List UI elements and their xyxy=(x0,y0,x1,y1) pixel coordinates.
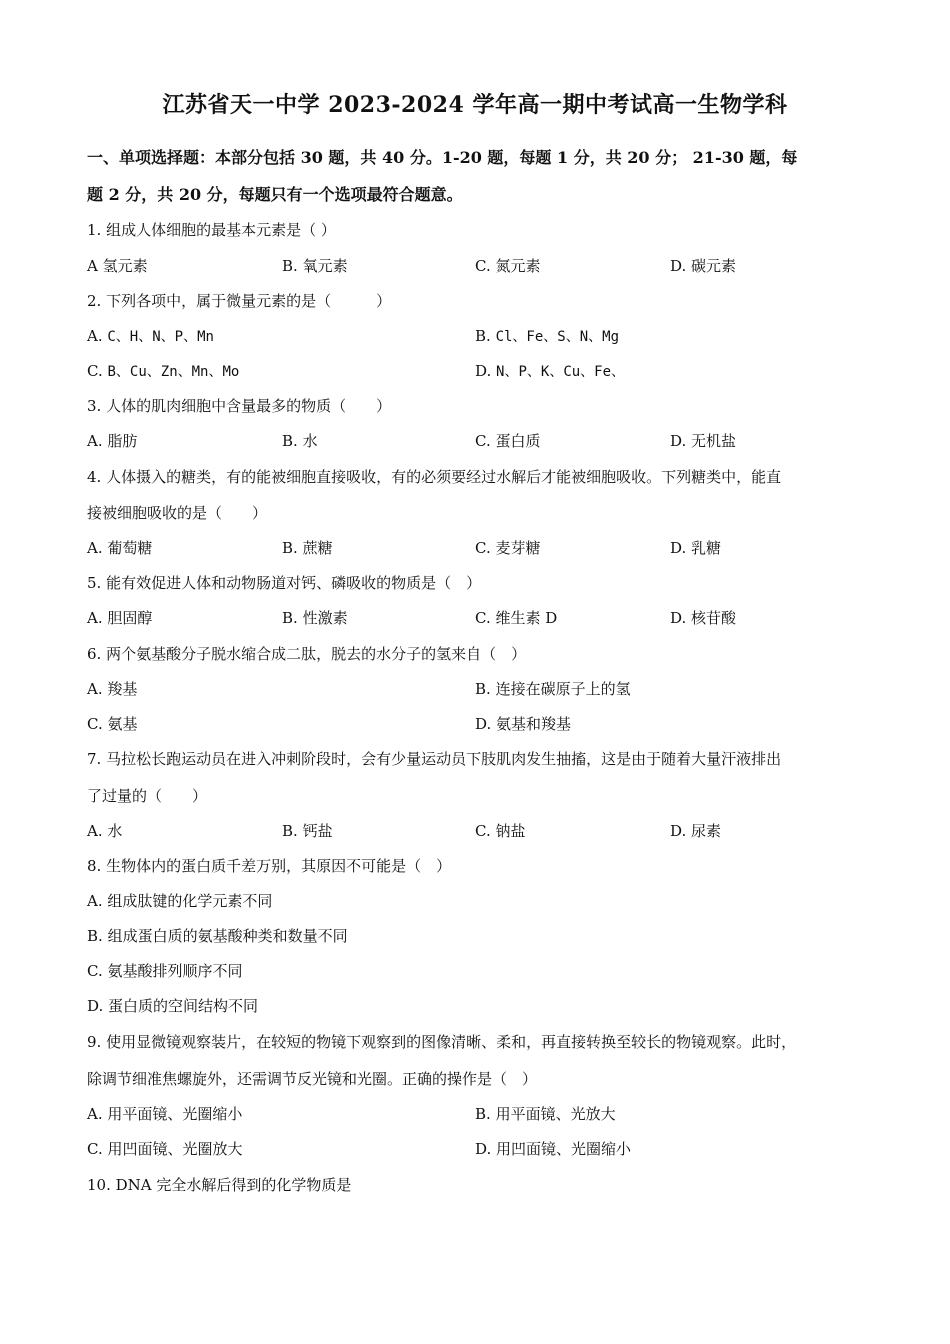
question-4-option-d: D. 乳糖 xyxy=(670,539,722,557)
question-2-option-a: A. C、H、N、P、Mn xyxy=(87,327,214,345)
question-3-stem: 3. 人体的肌肉细胞中含量最多的物质（ ） xyxy=(87,397,392,415)
section-heading-line-1: 一、单项选择题：本部分包括 30 题，共 40 分。1-20 题，每题 1 分，共 20 分； 21-30 题，每 xyxy=(87,148,798,167)
question-7-option-a: A. 水 xyxy=(87,822,123,840)
question-4-option-c: C. 麦芽糖 xyxy=(475,539,541,557)
question-9-option-c: C. 用凹面镜、光圈放大 xyxy=(87,1140,243,1158)
question-5-stem: 5. 能有效促进人体和动物肠道对钙、磷吸收的物质是（ ） xyxy=(87,574,482,592)
question-6-option-d: D. 氨基和羧基 xyxy=(475,715,572,733)
question-3-option-b: B. 水 xyxy=(282,432,318,450)
question-4-option-b: B. 蔗糖 xyxy=(282,539,333,557)
question-8-option-a: A. 组成肽键的化学元素不同 xyxy=(87,892,273,910)
question-1-option-d: D. 碳元素 xyxy=(670,257,737,275)
question-1-option-a: A 氢元素 xyxy=(87,257,148,275)
question-4-stem-line-2: 接被细胞吸收的是（ ） xyxy=(87,504,268,522)
question-3-option-d: D. 无机盐 xyxy=(670,432,737,450)
question-8-stem: 8. 生物体内的蛋白质千差万别，其原因不可能是（ ） xyxy=(87,857,452,875)
question-3-option-c: C. 蛋白质 xyxy=(475,432,541,450)
question-9-stem-line-1: 9. 使用显微镜观察装片，在较短的物镜下观察到的图像清晰、柔和，再直接转换至较长的物镜观察。此时， xyxy=(87,1033,797,1051)
question-4-stem-line-1: 4. 人体摄入的糖类，有的能被细胞直接吸收，有的必须要经过水解后才能被细胞吸收。下列糖类中，能直 xyxy=(87,468,782,486)
question-2-option-b: B. Cl、Fe、S、N、Mg xyxy=(475,327,619,345)
question-8-option-b: B. 组成蛋白质的氨基酸种类和数量不同 xyxy=(87,927,348,945)
question-5-option-d: D. 核苷酸 xyxy=(670,609,737,627)
question-6-option-b: B. 连接在碳原子上的氢 xyxy=(475,680,631,698)
question-4-option-a: A. 葡萄糖 xyxy=(87,539,153,557)
question-7-option-b: B. 钙盐 xyxy=(282,822,333,840)
question-8-option-c: C. 氨基酸排列顺序不同 xyxy=(87,962,243,980)
question-9-stem-line-2: 除调节细准焦螺旋外，还需调节反光镜和光圈。正确的操作是（ ） xyxy=(87,1070,538,1088)
question-5-option-c: C. 维生素 D xyxy=(475,609,558,627)
question-10-stem: 10. DNA 完全水解后得到的化学物质是 xyxy=(87,1176,352,1194)
question-1-stem: 1. 组成人体细胞的最基本元素是（ ） xyxy=(87,221,336,239)
question-7-option-c: C. 钠盐 xyxy=(475,822,526,840)
question-2-option-c: C. B、Cu、Zn、Mn、Mo xyxy=(87,362,240,380)
question-3-option-a: A. 脂肪 xyxy=(87,432,138,450)
question-9-option-a: A. 用平面镜、光圈缩小 xyxy=(87,1105,243,1123)
question-2-stem: 2. 下列各项中，属于微量元素的是（ ） xyxy=(87,292,392,310)
question-8-option-d: D. 蛋白质的空间结构不同 xyxy=(87,997,259,1015)
question-7-option-d: D. 尿素 xyxy=(670,822,722,840)
exam-title: 江苏省天一中学 2023-2024 学年高一期中考试高一生物学科 xyxy=(162,92,788,118)
question-1-option-b: B. 氧元素 xyxy=(282,257,348,275)
question-6-stem: 6. 两个氨基酸分子脱水缩合成二肽，脱去的水分子的氢来自（ ） xyxy=(87,645,527,663)
question-5-option-b: B. 性激素 xyxy=(282,609,348,627)
question-9-option-b: B. 用平面镜、光放大 xyxy=(475,1105,616,1123)
section-heading-line-2: 题 2 分，共 20 分，每题只有一个选项最符合题意。 xyxy=(87,185,463,204)
question-6-option-c: C. 氨基 xyxy=(87,715,138,733)
question-7-stem-line-2: 了过量的（ ） xyxy=(87,787,208,805)
question-6-option-a: A. 羧基 xyxy=(87,680,138,698)
question-9-option-d: D. 用凹面镜、光圈缩小 xyxy=(475,1140,632,1158)
section-heading xyxy=(87,139,867,213)
question-5-option-a: A. 胆固醇 xyxy=(87,609,153,627)
question-7-stem-line-1: 7. 马拉松长跑运动员在进入冲刺阶段时，会有少量运动员下肢肌肉发生抽搐，这是由于随着大量汗液排出 xyxy=(87,750,782,768)
question-2-option-d: D. N、P、K、Cu、Fe、 xyxy=(475,362,626,380)
question-1-option-c: C. 氮元素 xyxy=(475,257,541,275)
